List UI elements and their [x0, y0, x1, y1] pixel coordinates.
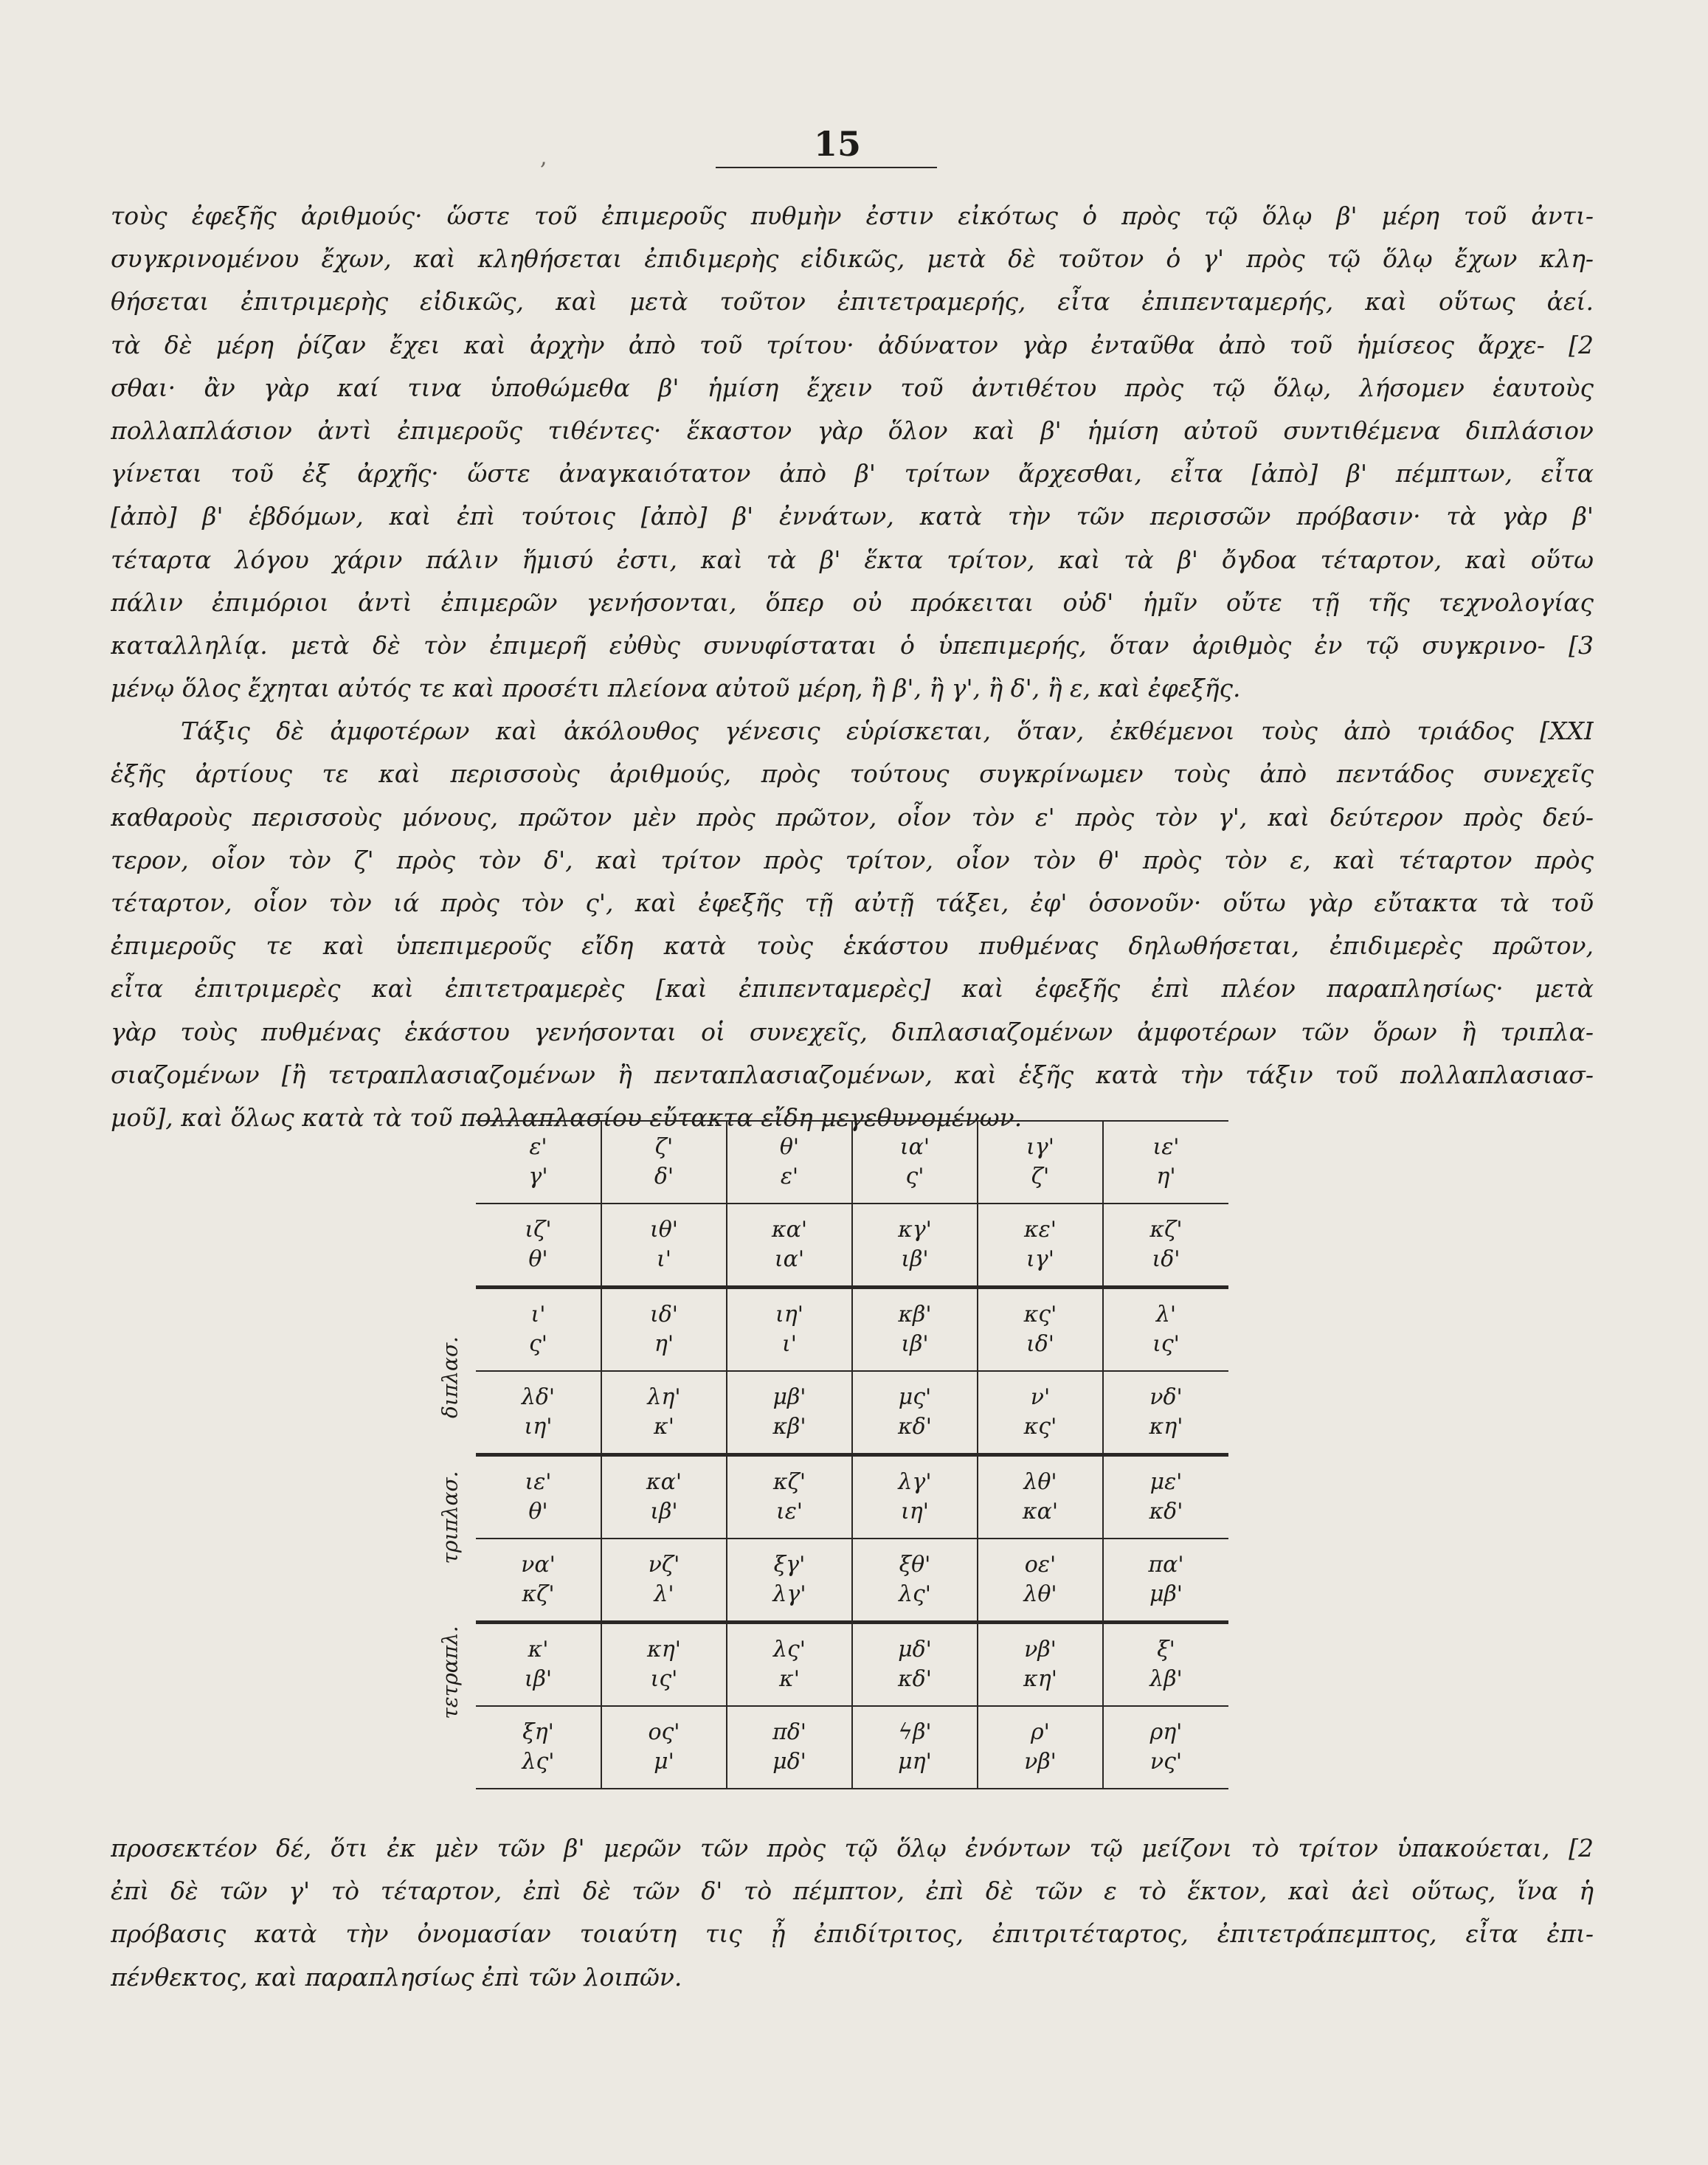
denominator: ιβ': [901, 1331, 929, 1357]
table-row: [476, 1204, 1228, 1288]
table-cell: [727, 1371, 852, 1455]
numerator: κζ': [1149, 1217, 1183, 1243]
text-line: τερον, οἷον τὸν ζ' πρὸς τὸν δ', καὶ τρίτον πρὸς τρίτον, οἷον τὸν θ' πρὸς τὸν ε, καὶ τέταρτον πρὸς: [111, 845, 1594, 874]
table-row: [476, 1288, 1228, 1372]
table-cell: [727, 1706, 852, 1789]
numerator: μς': [898, 1384, 932, 1410]
text-line: ἑξῆς ἀρτίους τε καὶ περισσοὺς ἀριθμούς, πρὸς τούτους συγκρίνωμεν τοὺς ἀπὸ πεντάδος συνεχεῖς: [111, 759, 1594, 789]
numerator: ος': [648, 1719, 680, 1745]
table-row: [476, 1706, 1228, 1789]
numerator: λγ': [898, 1469, 932, 1495]
table-cell: [476, 1204, 601, 1288]
table-cell: [1103, 1371, 1228, 1455]
numerator: νδ': [1149, 1384, 1183, 1410]
numerator: θ': [779, 1134, 800, 1160]
text-line: τέταρτον, οἷον τὸν ιά πρὸς τὸν ς', καὶ ἐφεξῆς τῇ αὐτῇ τάξει, ἐφ' ὁσονοῦν· οὕτω γὰρ εὔτακτα τὰ τοῦ: [111, 888, 1594, 917]
denominator: θ': [528, 1499, 548, 1525]
side-label-tetrapl: τετραπλ.: [438, 1626, 463, 1719]
table-cell: [852, 1288, 978, 1372]
numerator: ιε': [1152, 1134, 1180, 1160]
table-row: [476, 1539, 1228, 1623]
table-cell: [978, 1539, 1103, 1623]
text-line: τέταρτα λόγου χάριν πάλιν ἥμισύ ἐστι, καὶ τὰ β' ἕκτα τρίτον, καὶ τὰ β' ὄγδοα τέταρτον, καὶ οὕτω: [111, 545, 1594, 574]
table-cell: [852, 1371, 978, 1455]
table-cell: [978, 1371, 1103, 1455]
table-cell: [1103, 1623, 1228, 1707]
numerator: ιδ': [649, 1302, 679, 1327]
numerator: ϟβ': [898, 1719, 932, 1745]
numerator: κε': [1023, 1217, 1057, 1243]
side-label-diplas: διπλασ.: [438, 1336, 463, 1418]
page-number: 15: [813, 124, 861, 164]
denominator: νβ': [1024, 1749, 1057, 1775]
numerator: ιθ': [649, 1217, 679, 1243]
table-cell: [1103, 1121, 1228, 1204]
table-cell: [978, 1706, 1103, 1789]
denominator: κβ': [772, 1414, 806, 1440]
numerator: ξγ': [773, 1552, 806, 1578]
denominator: λς': [898, 1581, 932, 1607]
numerator: να': [521, 1552, 556, 1578]
table-cell: [727, 1539, 852, 1623]
text-line: συγκρινομένου ἔχων, καὶ κληθήσεται ἐπιδιμερὴς εἰδικῶς, μετὰ δὲ τοῦτον ὁ γ' πρὸς τῷ ὅλῳ ἔχων κλη-: [111, 244, 1594, 274]
text-line: Τάξις δὲ ἀμφοτέρων καὶ ἀκόλουθος γένεσις εὑρίσκεται, ὅταν, ἐκθέμενοι τοὺς ἀπὸ τριάδος [XXI: [181, 717, 1594, 746]
table-cell: [1103, 1288, 1228, 1372]
table-row: [476, 1455, 1228, 1539]
text-line: σιαζομένων [ἢ τετραπλασιαζομένων ἢ πενταπλασιαζομένων, καὶ ἑξῆς κατὰ τὴν τάξιν τοῦ πολλαπλασιασ-: [111, 1060, 1594, 1089]
denominator: λγ': [772, 1581, 806, 1607]
denominator: κη': [1023, 1666, 1057, 1692]
numerator: ρ': [1031, 1719, 1050, 1745]
denominator: θ': [528, 1246, 548, 1272]
numerator: ξ': [1157, 1637, 1175, 1662]
text-line: καθαροὺς περισσοὺς μόνους, πρῶτον μὲν πρὸς πρῶτον, οἷον τὸν ε' πρὸς τὸν γ', καὶ δεύτερον πρὸς δεύ-: [111, 802, 1594, 832]
table-cell: [978, 1288, 1103, 1372]
denominator: κδ': [1149, 1499, 1183, 1525]
text-line: ἐπιμεροῦς τε καὶ ὑπεπιμεροῦς εἴδη κατὰ τοὺς ἑκάστου πυθμένας δηλωθήσεται, ἐπιδιμερὲς πρῶτον,: [111, 931, 1594, 961]
table-cell: [601, 1371, 727, 1455]
numerator: νβ': [1024, 1637, 1057, 1662]
numerator: ξη': [522, 1719, 554, 1745]
table-cell: [1103, 1455, 1228, 1539]
table-cell: [476, 1539, 601, 1623]
text-line: μοῦ], καὶ ὅλως κατὰ τὰ τοῦ πολλαπλασίου εὔτακτα εἴδη μεγεθυνομένων.: [111, 1102, 1023, 1132]
denominator: η': [654, 1331, 674, 1357]
text-line: ἐπὶ δὲ τῶν γ' τὸ τέταρτον, ἐπὶ δὲ τῶν δ' τὸ πέμπτον, ἐπὶ δὲ τῶν ε τὸ ἕκτον, καὶ ἀεὶ οὕτως, ἵνα ἡ: [111, 1876, 1594, 1906]
table-cell: [601, 1623, 727, 1707]
numerator: ιε': [525, 1469, 552, 1495]
table-cell: [852, 1623, 978, 1707]
numerator: οε': [1024, 1552, 1057, 1578]
table-cell: [476, 1623, 601, 1707]
numerator: κς': [1023, 1302, 1057, 1327]
table-cell: [476, 1706, 601, 1789]
text-line: γίνεται τοῦ ἐξ ἀρχῆς· ὥστε ἀναγκαιότατον ἀπὸ β' τρίτων ἄρχεσθαι, εἶτα [ἀπὸ] β' πέμπτων, εἶτα: [111, 459, 1594, 488]
numerator: ιη': [775, 1302, 803, 1327]
numerator: λ': [1155, 1302, 1177, 1327]
text-line: γὰρ τοὺς πυθμένας ἑκάστου γενήσονται οἱ συνεχεῖς, διπλασιαζομένων ἀμφοτέρων τῶν ὅρων ἢ τριπλα-: [111, 1017, 1594, 1046]
text-line: πάλιν ἐπιμόριοι ἀντὶ ἐπιμερῶν γενήσονται, ὅπερ οὐ πρόκειται οὐδ' ἡμῖν οὔτε τῇ τῆς τεχνολογίας: [111, 587, 1594, 617]
denominator: κς': [1023, 1414, 1057, 1440]
denominator: κ': [779, 1666, 800, 1692]
numerator: κ': [528, 1637, 549, 1662]
denominator: λβ': [1149, 1666, 1183, 1692]
denominator: ιγ': [1026, 1246, 1054, 1272]
numerator: κζ': [772, 1469, 806, 1495]
table-cell: [476, 1288, 601, 1372]
numerator: κα': [771, 1217, 808, 1243]
table-row: [476, 1121, 1228, 1204]
numerator: κα': [646, 1469, 682, 1495]
table-cell: [601, 1539, 727, 1623]
denominator: ιη': [901, 1499, 929, 1525]
numerator: λς': [772, 1637, 806, 1662]
denominator: μβ': [1149, 1581, 1183, 1607]
numerator: ιγ': [1026, 1134, 1054, 1160]
numerator: κγ': [898, 1217, 932, 1243]
text-line: πολλαπλάσιον ἀντὶ ἐπιμεροῦς τιθέντες· ἕκαστον γὰρ ὅλον καὶ β' ἡμίση αὐτοῦ συντιθέμενα διπλάσιον: [111, 415, 1594, 445]
numerator: ιζ': [525, 1217, 552, 1243]
table-cell: [601, 1121, 727, 1204]
table-cell: [1103, 1706, 1228, 1789]
numerator: μδ': [898, 1637, 932, 1662]
text-line: τοὺς ἐφεξῆς ἀριθμούς· ὥστε τοῦ ἐπιμεροῦς πυθμὴν ἐστιν εἰκότως ὁ πρὸς τῷ ὅλῳ β' μέρη τοῦ ἀντι-: [111, 201, 1594, 230]
table-cell: [852, 1539, 978, 1623]
numerator: ζ': [654, 1134, 674, 1160]
numerator: ν': [1030, 1384, 1051, 1410]
numerator: νζ': [648, 1552, 680, 1578]
text-line: [ἀπὸ] β' ἑβδόμων, καὶ ἐπὶ τούτοις [ἀπὸ] β' ἐννάτων, κατὰ τὴν τῶν περισσῶν πρόβασιν· τὰ γὰρ β': [111, 502, 1594, 531]
denominator: ι': [656, 1246, 671, 1272]
text-line: μένῳ ὅλος ἔχηται αὐτός τε καὶ προσέτι πλείονα αὐτοῦ μέρη, ἢ β', ἢ γ', ἢ δ', ἢ ε, καὶ ἐφεξῆς.: [111, 674, 1241, 703]
text-line: εἶτα ἐπιτριμερὲς καὶ ἐπιτετραμερὲς [καὶ ἐπιπενταμερὲς] καὶ ἐφεξῆς ἐπὶ πλέον παραπλησίως· μετὰ: [111, 974, 1594, 1004]
table-cell: [601, 1204, 727, 1288]
stray-mark: ,: [540, 145, 547, 170]
table-cell: [727, 1204, 852, 1288]
table-cell: [978, 1623, 1103, 1707]
text-line: πρόβασις κατὰ τὴν ὀνομασίαν τοιαύτη τις ᾖ ἐπιδίτριτος, ἐπιτριτέταρτος, ἐπιτετράπεμπτος, εἶτα ἐπι-: [111, 1919, 1594, 1949]
table-row: [476, 1371, 1228, 1455]
text-line: προσεκτέον δέ, ὅτι ἐκ μὲν τῶν β' μερῶν τῶν πρὸς τῷ ὅλῳ ἐνόντων τῷ μείζονι τὸ τρίτον ὑπακούεται, [2: [111, 1834, 1594, 1862]
denominator: δ': [654, 1164, 674, 1189]
numerator: μβ': [772, 1384, 806, 1410]
main-paragraph: [111, 195, 1594, 1139]
table-cell: [601, 1455, 727, 1539]
denominator: ι': [781, 1331, 797, 1357]
denominator: κδ': [898, 1666, 932, 1692]
denominator: κα': [1022, 1499, 1059, 1525]
table-cell: [601, 1288, 727, 1372]
denominator: ις': [650, 1666, 678, 1692]
table-cell: [978, 1204, 1103, 1288]
denominator: ιε': [775, 1499, 803, 1525]
table-cell: [476, 1455, 601, 1539]
denominator: μ': [654, 1749, 674, 1775]
closing-paragraph: [111, 1827, 1594, 1999]
table-cell: [601, 1706, 727, 1789]
table-cell: [1103, 1539, 1228, 1623]
denominator: νς': [1149, 1749, 1183, 1775]
table-cell: [978, 1121, 1103, 1204]
side-label-triplas: τριπλασ.: [438, 1471, 463, 1564]
denominator: ιβ': [650, 1499, 678, 1525]
denominator: ιβ': [901, 1246, 929, 1272]
table-cell: [727, 1623, 852, 1707]
numerator: λθ': [1023, 1469, 1057, 1495]
text-line: πένθεκτος, καὶ παραπλησίως ἐπὶ τῶν λοιπῶν.: [111, 1962, 682, 1992]
denominator: ε': [780, 1164, 799, 1189]
numerator: πδ': [772, 1719, 807, 1745]
denominator: ζ': [1031, 1164, 1050, 1189]
text-line: σθαι· ἂν γὰρ καί τινα ὑποθώμεθα β' ἡμίση ἔχειν τοῦ ἀντιθέτου πρὸς τῷ ὅλῳ, λήσομεν ἑαυτοὺς: [111, 373, 1594, 402]
denominator: ια': [774, 1246, 805, 1272]
table-cell: [852, 1706, 978, 1789]
denominator: ιδ': [1026, 1331, 1055, 1357]
denominator: λς': [522, 1749, 555, 1775]
denominator: ιδ': [1152, 1246, 1180, 1272]
numerator: ι': [530, 1302, 546, 1327]
table-cell: [852, 1204, 978, 1288]
denominator: κη': [1149, 1414, 1183, 1440]
table-row: [476, 1623, 1228, 1707]
text-line: τὰ δὲ μέρη ῥίζαν ἔχει καὶ ἀρχὴν ἀπὸ τοῦ τρίτου· ἀδύνατον γὰρ ἐνταῦθα ἀπὸ τοῦ ἡμίσεος ἄρχε- [2: [111, 330, 1594, 359]
table-cell: [727, 1455, 852, 1539]
denominator: γ': [528, 1164, 548, 1189]
denominator: ς': [905, 1164, 924, 1189]
header-rule: [716, 167, 937, 168]
numerator: ξθ': [899, 1552, 931, 1578]
table-cell: [476, 1371, 601, 1455]
denominator: ιβ': [524, 1666, 553, 1692]
numerator: λη': [647, 1384, 681, 1410]
denominator: κδ': [898, 1414, 932, 1440]
denominator: ς': [528, 1331, 548, 1357]
denominator: η': [1156, 1164, 1176, 1189]
numerator: πα': [1148, 1552, 1184, 1578]
table-cell: [978, 1455, 1103, 1539]
table-cell: [476, 1121, 601, 1204]
numerator: με': [1149, 1469, 1183, 1495]
table-cell: [852, 1121, 978, 1204]
text-line: καταλληλίᾳ. μετὰ δὲ τὸν ἐπιμερῆ εὐθὺς συνυφίσταται ὁ ὑπεπιμερής, ὅταν ἀριθμὸς ἐν τῷ συγκρινο- [3: [111, 630, 1594, 660]
table-cell: [727, 1288, 852, 1372]
table-cell: [852, 1455, 978, 1539]
denominator: μδ': [772, 1749, 806, 1775]
numerator: λδ': [521, 1384, 556, 1410]
table-cell: [1103, 1204, 1228, 1288]
denominator: κ': [654, 1414, 674, 1440]
table-cell: [727, 1121, 852, 1204]
numerator: κη': [647, 1637, 681, 1662]
denominator: λ': [654, 1581, 674, 1607]
text-line: θήσεται ἐπιτριμερὴς εἰδικῶς, καὶ μετὰ τοῦτον ἐπιτετραμερής, εἶτα ἐπιπενταμερής, καὶ οὕτως ἀεί.: [111, 287, 1594, 317]
numerator: ρη': [1149, 1719, 1183, 1745]
denominator: κζ': [522, 1581, 555, 1607]
denominator: λθ': [1023, 1581, 1057, 1607]
numerator: κβ': [898, 1302, 932, 1327]
denominator: μη': [898, 1749, 932, 1775]
denominator: ις': [1152, 1331, 1180, 1357]
denominator: ιη': [524, 1414, 553, 1440]
fraction-table: [476, 1120, 1228, 1789]
numerator: ε': [529, 1134, 547, 1160]
numerator: ια': [899, 1134, 930, 1160]
